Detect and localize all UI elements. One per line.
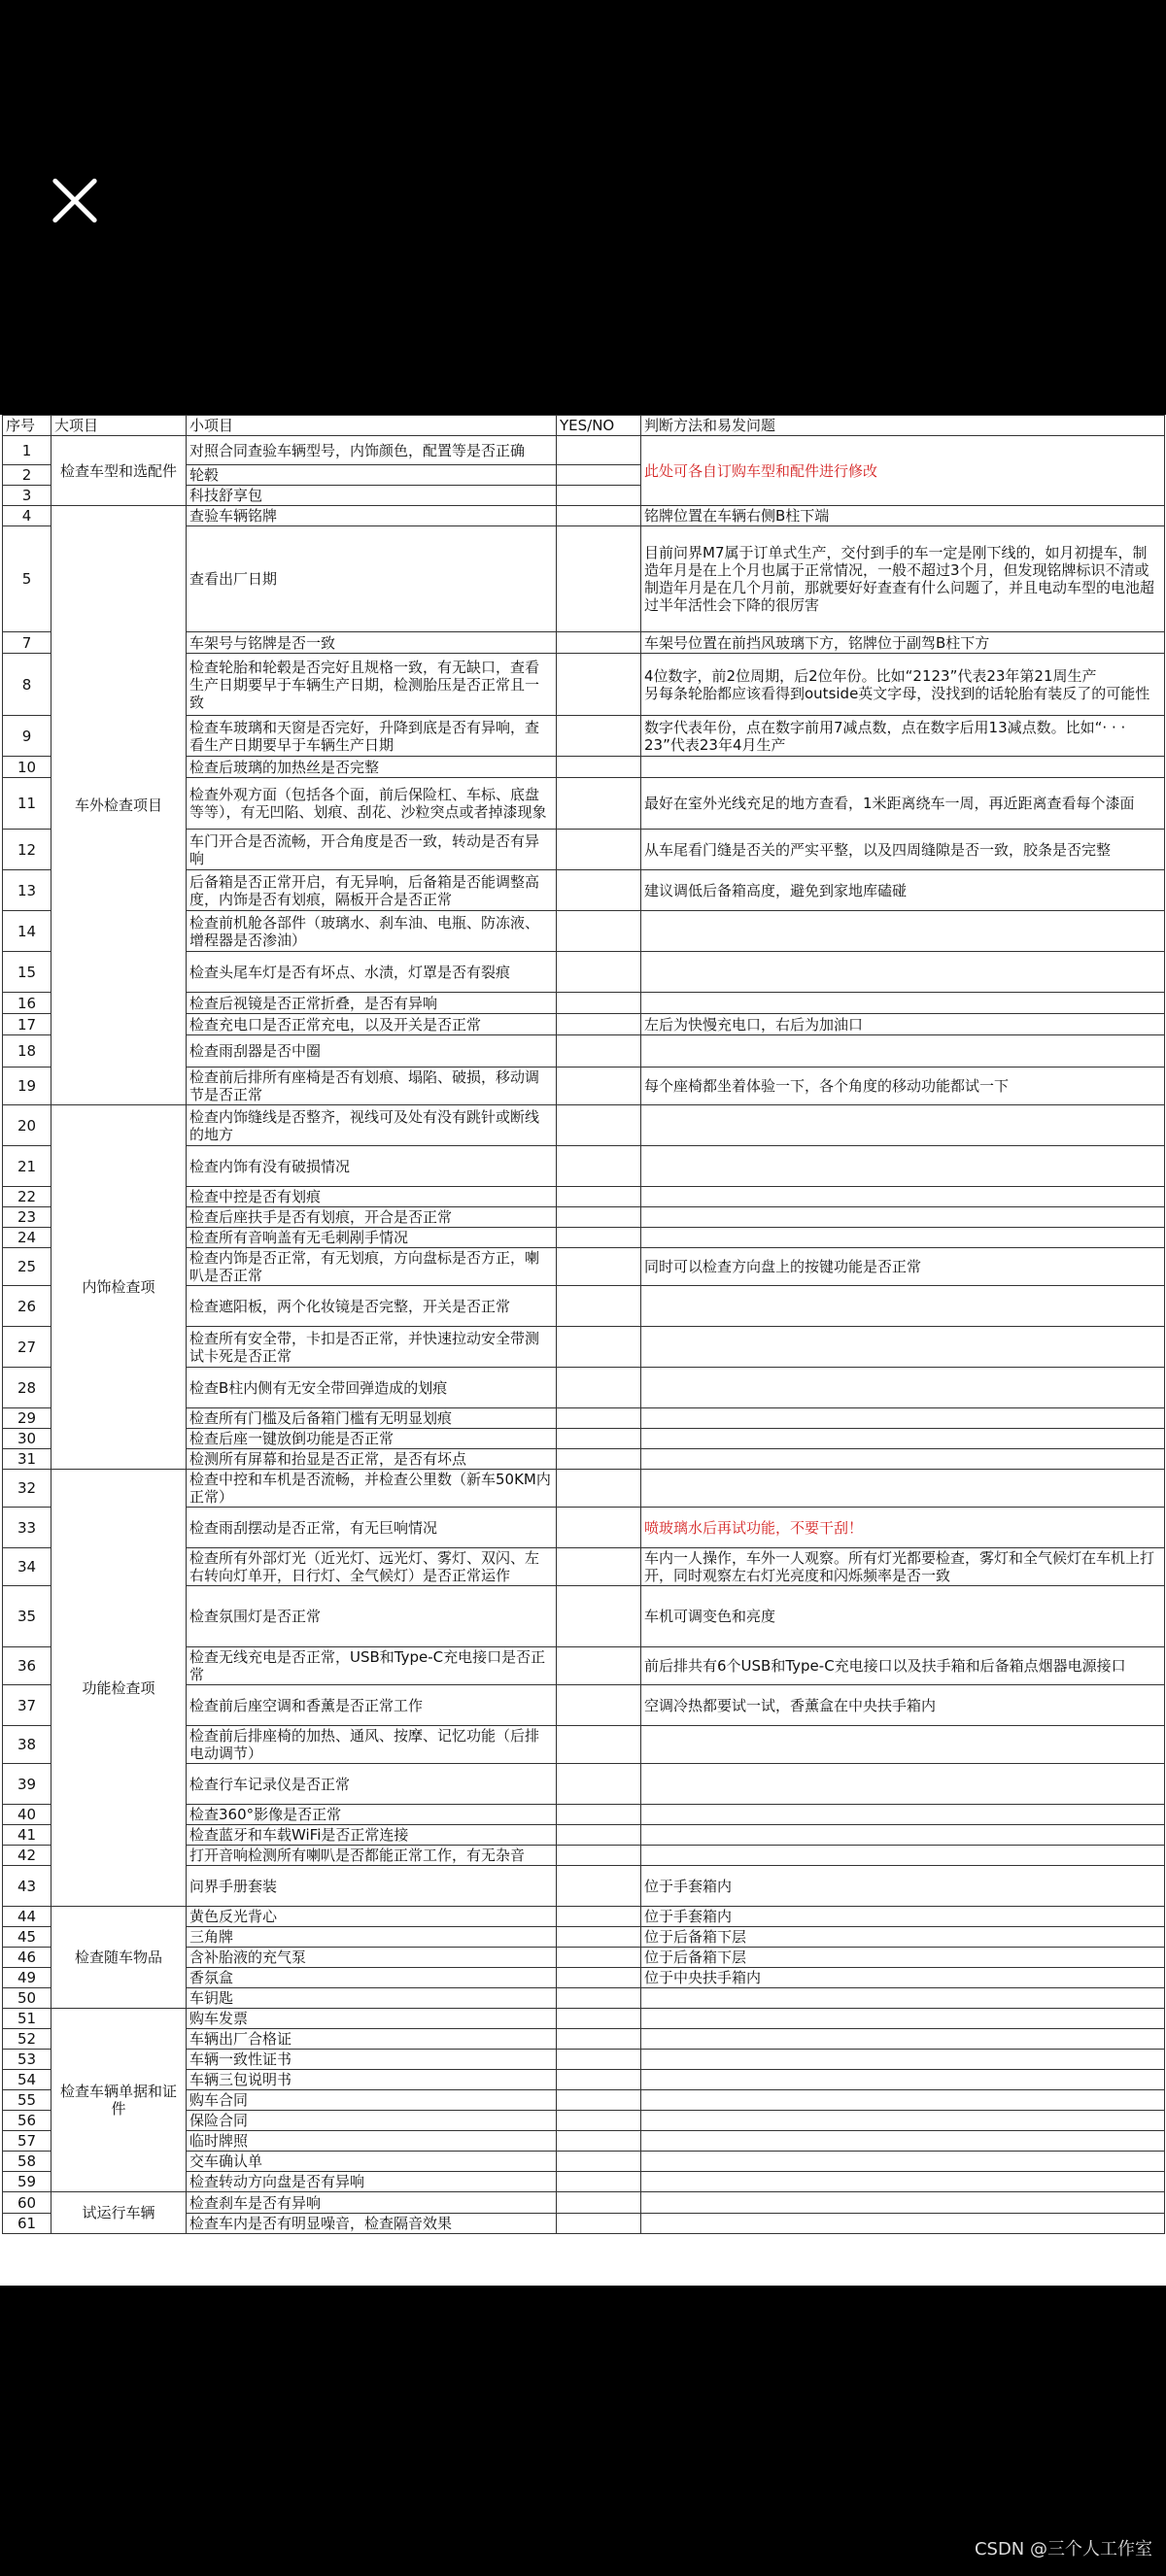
- row-number: 28: [3, 1368, 51, 1408]
- method-note-cell: [641, 1408, 1165, 1429]
- header-category: 大项目: [51, 416, 187, 436]
- yes-no-cell[interactable]: [557, 1248, 641, 1286]
- method-note-cell: 4位数字，前2位周期，后2位年份。比如“2123”代表23年第21周生产 另每条轮胎都应该看得到outside英文字母，没找到的话轮胎有装反了的可能性: [641, 654, 1165, 716]
- yes-no-cell[interactable]: [557, 1968, 641, 1988]
- item-cell: 检测所有屏幕和抬显是否正常，是否有坏点: [187, 1449, 557, 1470]
- item-cell: 检查前机舱各部件（玻璃水、刹车油、电瓶、防冻液、增程器是否渗油）: [187, 911, 557, 952]
- item-cell: 检查所有安全带，卡扣是否正常，并快速拉动安全带测试卡死是否正常: [187, 1327, 557, 1368]
- row-number: 37: [3, 1685, 51, 1726]
- item-cell: 对照合同查验车辆型号，内饰颜色，配置等是否正确: [187, 436, 557, 465]
- row-number: 29: [3, 1408, 51, 1429]
- method-note-cell: [641, 2050, 1165, 2070]
- yes-no-cell[interactable]: [557, 1327, 641, 1368]
- item-cell: 检查B柱内侧有无安全带回弹造成的划痕: [187, 1368, 557, 1408]
- yes-no-cell[interactable]: [557, 1187, 641, 1207]
- item-cell: 打开音响检测所有喇叭是否都能正常工作，有无杂音: [187, 1846, 557, 1866]
- method-note-cell: [641, 1187, 1165, 1207]
- yes-no-cell[interactable]: [557, 911, 641, 952]
- yes-no-cell[interactable]: [557, 2009, 641, 2029]
- item-cell: 科技舒享包: [187, 486, 557, 506]
- yes-no-cell[interactable]: [557, 526, 641, 632]
- row-number: 36: [3, 1647, 51, 1685]
- yes-no-cell[interactable]: [557, 1764, 641, 1805]
- row-number: 34: [3, 1548, 51, 1586]
- yes-no-cell[interactable]: [557, 1035, 641, 1068]
- item-cell: 检查遮阳板，两个化妆镜是否完整，开关是否正常: [187, 1286, 557, 1327]
- method-note-cell: 位于中央扶手箱内: [641, 1968, 1165, 1988]
- row-number: 54: [3, 2070, 51, 2090]
- method-note-cell: 空调冷热都要试一试，香薰盒在中央扶手箱内: [641, 1685, 1165, 1726]
- table-row: [3, 1470, 1165, 1508]
- yes-no-cell[interactable]: [557, 654, 641, 716]
- row-number: 61: [3, 2214, 51, 2234]
- row-number: 44: [3, 1907, 51, 1927]
- method-note-cell: [641, 911, 1165, 952]
- item-cell: 交车确认单: [187, 2152, 557, 2172]
- row-number: 35: [3, 1586, 51, 1647]
- method-note-cell: 左后为快慢充电口，右后为加油口: [641, 1014, 1165, 1035]
- yes-no-cell[interactable]: [557, 830, 641, 870]
- row-number: 56: [3, 2111, 51, 2131]
- yes-no-cell[interactable]: [557, 1988, 641, 2009]
- category-cell: 检查车辆单据和证件: [51, 2009, 187, 2192]
- item-cell: 三角牌: [187, 1927, 557, 1948]
- row-number: 45: [3, 1927, 51, 1948]
- yes-no-cell[interactable]: [557, 1286, 641, 1327]
- method-note-cell: [641, 1846, 1165, 1866]
- method-note-cell: [641, 1105, 1165, 1146]
- row-number: 27: [3, 1327, 51, 1368]
- header-yes-no: YES/NO: [557, 416, 641, 436]
- yes-no-cell[interactable]: [557, 486, 641, 506]
- item-cell: 检查360°影像是否正常: [187, 1805, 557, 1825]
- item-cell: 后备箱是否正常开启，有无异响，后备箱是否能调整高度，内饰是否有划痕，隔板开合是否正常: [187, 870, 557, 911]
- row-number: 52: [3, 2029, 51, 2050]
- item-cell: 检查外观方面（包括各个面，前后保险杠、车标、底盘等等），有无凹陷、划痕、刮花、沙粒突点或者掉漆现象: [187, 778, 557, 830]
- item-cell: 检查内饰有没有破损情况: [187, 1146, 557, 1187]
- yes-no-cell[interactable]: [557, 1408, 641, 1429]
- item-cell: 检查所有门槛及后备箱门槛有无明显划痕: [187, 1408, 557, 1429]
- method-note-cell: 从车尾看门缝是否关的严实平整，以及四周缝隙是否一致，胶条是否完整: [641, 830, 1165, 870]
- yes-no-cell[interactable]: [557, 2214, 641, 2234]
- row-number: 60: [3, 2192, 51, 2214]
- row-number: 57: [3, 2131, 51, 2152]
- yes-no-cell[interactable]: [557, 1508, 641, 1548]
- table-row: [3, 2009, 1165, 2029]
- yes-no-cell[interactable]: [557, 1014, 641, 1035]
- yes-no-cell[interactable]: [557, 1146, 641, 1187]
- method-note-cell: [641, 1327, 1165, 1368]
- row-number: 33: [3, 1508, 51, 1548]
- item-cell: 查看出厂日期: [187, 526, 557, 632]
- method-note-cell: 铭牌位置在车辆右侧B柱下端: [641, 506, 1165, 526]
- row-number: 30: [3, 1429, 51, 1449]
- method-note-cell: [641, 2090, 1165, 2111]
- item-cell: 检查行车记录仪是否正常: [187, 1764, 557, 1805]
- row-number: 26: [3, 1286, 51, 1327]
- method-note-cell: [641, 1470, 1165, 1508]
- yes-no-cell[interactable]: [557, 632, 641, 654]
- table-row: [3, 2192, 1165, 2214]
- item-cell: 检查刹车是否有异响: [187, 2192, 557, 2214]
- item-cell: 车辆一致性证书: [187, 2050, 557, 2070]
- method-note-cell: 目前问界M7属于订单式生产，交付到手的车一定是刚下线的，如月初提车，制造年月是在上个月也属于正常情况，一般不超过3个月，但发现铭牌标识不清或制造年月是在几个月前，那就要好好查查有什么问题了，并且电动车型的电池超过半年活性会下降的很厉害: [641, 526, 1165, 632]
- item-cell: 检查车玻璃和天窗是否完好，升降到底是否有异响，查看生产日期要早于车辆生产日期: [187, 716, 557, 757]
- table-row: [3, 436, 1165, 465]
- category-cell: 检查随车物品: [51, 1907, 187, 2009]
- row-number: 4: [3, 506, 51, 526]
- row-number: 24: [3, 1228, 51, 1248]
- method-note-cell: 车内一人操作，车外一人观察。所有灯光都要检查，雾灯和全气候灯在车机上打开，同时观察左右灯光亮度和闪烁频率是否一致: [641, 1548, 1165, 1586]
- method-note-cell: [641, 1228, 1165, 1248]
- item-cell: 保险合同: [187, 2111, 557, 2131]
- method-note-cell: 喷玻璃水后再试功能，不要干刮！: [641, 1508, 1165, 1548]
- yes-no-cell[interactable]: [557, 1368, 641, 1408]
- yes-no-cell[interactable]: [557, 1726, 641, 1764]
- yes-no-cell[interactable]: [557, 1105, 641, 1146]
- yes-no-cell[interactable]: [557, 2192, 641, 2214]
- item-cell: 黄色反光背心: [187, 1907, 557, 1927]
- item-cell: 检查后座扶手是否有划痕，开合是否正常: [187, 1207, 557, 1228]
- yes-no-cell[interactable]: [557, 1948, 641, 1968]
- item-cell: 购车发票: [187, 2009, 557, 2029]
- item-cell: 临时牌照: [187, 2131, 557, 2152]
- item-cell: 检查蓝牙和车载WiFi是否正常连接: [187, 1825, 557, 1846]
- row-number: 31: [3, 1449, 51, 1470]
- yes-no-cell[interactable]: [557, 1907, 641, 1927]
- row-number: 39: [3, 1764, 51, 1805]
- item-cell: 检查充电口是否正常充电，以及开关是否正常: [187, 1014, 557, 1035]
- method-note-cell: 位于手套箱内: [641, 1866, 1165, 1907]
- row-number: 46: [3, 1948, 51, 1968]
- yes-no-cell[interactable]: [557, 1586, 641, 1647]
- item-cell: 检查无线充电是否正常，USB和Type-C充电接口是否正常: [187, 1647, 557, 1685]
- method-note-cell: 位于后备箱下层: [641, 1948, 1165, 1968]
- checklist-sheet: [0, 415, 1166, 2286]
- yes-no-cell[interactable]: [557, 436, 641, 465]
- method-note-cell: [641, 1146, 1165, 1187]
- item-cell: 轮毂: [187, 465, 557, 486]
- row-number: 12: [3, 830, 51, 870]
- row-number: 17: [3, 1014, 51, 1035]
- yes-no-cell[interactable]: [557, 757, 641, 778]
- method-note-cell: [641, 757, 1165, 778]
- item-cell: 检查前后排所有座椅是否有划痕、塌陷、破损，移动调节是否正常: [187, 1068, 557, 1105]
- method-note-cell: [641, 1449, 1165, 1470]
- yes-no-cell[interactable]: [557, 716, 641, 757]
- row-number: 18: [3, 1035, 51, 1068]
- row-number: 25: [3, 1248, 51, 1286]
- row-number: 15: [3, 952, 51, 993]
- row-number: 53: [3, 2050, 51, 2070]
- item-cell: 检查头尾车灯是否有坏点、水渍，灯罩是否有裂痕: [187, 952, 557, 993]
- row-number: 9: [3, 716, 51, 757]
- row-number: 3: [3, 486, 51, 506]
- yes-no-cell[interactable]: [557, 2070, 641, 2090]
- yes-no-cell[interactable]: [557, 1207, 641, 1228]
- method-note-cell: 每个座椅都坐着体验一下，各个角度的移动功能都试一下: [641, 1068, 1165, 1105]
- item-cell: 检查后座一键放倒功能是否正常: [187, 1429, 557, 1449]
- method-note-cell: [641, 2172, 1165, 2192]
- row-number: 38: [3, 1726, 51, 1764]
- row-number: 20: [3, 1105, 51, 1146]
- row-number: 32: [3, 1470, 51, 1508]
- yes-no-cell[interactable]: [557, 1647, 641, 1685]
- item-cell: 检查雨刮器是否中圈: [187, 1035, 557, 1068]
- method-note-cell: [641, 1429, 1165, 1449]
- item-cell: 检查内饰缝线是否整齐，视线可及处有没有跳针或断线的地方: [187, 1105, 557, 1146]
- row-number: 22: [3, 1187, 51, 1207]
- item-cell: 检查车内是否有明显噪音，检查隔音效果: [187, 2214, 557, 2234]
- item-cell: 车架号与铭牌是否一致: [187, 632, 557, 654]
- yes-no-cell[interactable]: [557, 2090, 641, 2111]
- method-note-cell: 位于后备箱下层: [641, 1927, 1165, 1948]
- item-cell: 检查雨刮摆动是否正常，有无巨响情况: [187, 1508, 557, 1548]
- yes-no-cell[interactable]: [557, 2172, 641, 2192]
- category-cell: 功能检查项: [51, 1470, 187, 1907]
- yes-no-cell[interactable]: [557, 1068, 641, 1105]
- method-note-cell: 建议调低后备箱高度，避免到家地库磕碰: [641, 870, 1165, 911]
- item-cell: 问界手册套装: [187, 1866, 557, 1907]
- method-note-cell: [641, 1825, 1165, 1846]
- method-note-cell: [641, 1368, 1165, 1408]
- method-note-cell: [641, 1726, 1165, 1764]
- yes-no-cell[interactable]: [557, 1685, 641, 1726]
- row-number: 21: [3, 1146, 51, 1187]
- method-note-cell: [641, 2009, 1165, 2029]
- yes-no-cell[interactable]: [557, 1927, 641, 1948]
- item-cell: 车辆出厂合格证: [187, 2029, 557, 2050]
- method-note-cell: [641, 1764, 1165, 1805]
- yes-no-cell[interactable]: [557, 2050, 641, 2070]
- item-cell: 检查内饰是否正常，有无划痕，方向盘标是否方正，喇叭是否正常: [187, 1248, 557, 1286]
- method-note-cell: [641, 1207, 1165, 1228]
- row-number: 10: [3, 757, 51, 778]
- inspection-table: [2, 415, 1165, 2234]
- header-method: 判断方法和易发问题: [641, 416, 1165, 436]
- row-number: 11: [3, 778, 51, 830]
- method-note-cell: 同时可以检查方向盘上的按键功能是否正常: [641, 1248, 1165, 1286]
- table-row: [3, 506, 1165, 526]
- row-number: 51: [3, 2009, 51, 2029]
- method-note-cell: [641, 1286, 1165, 1327]
- item-cell: 香氛盒: [187, 1968, 557, 1988]
- method-note-cell: 前后排共有6个USB和Type-C充电接口以及扶手箱和后备箱点烟器电源接口: [641, 1647, 1165, 1685]
- method-note-cell: 车机可调变色和亮度: [641, 1586, 1165, 1647]
- yes-no-cell[interactable]: [557, 2111, 641, 2131]
- yes-no-cell[interactable]: [557, 1548, 641, 1586]
- method-note-cell: 最好在室外光线充足的地方查看，1米距离绕车一周，再近距离查看每个漆面: [641, 778, 1165, 830]
- yes-no-cell[interactable]: [557, 778, 641, 830]
- item-cell: 车钥匙: [187, 1988, 557, 2009]
- yes-no-cell[interactable]: [557, 993, 641, 1014]
- merged-note-cell: 此处可各自订购车型和配件进行修改: [641, 436, 1165, 506]
- method-note-cell: 车架号位置在前挡风玻璃下方，铭牌位于副驾B柱下方: [641, 632, 1165, 654]
- item-cell: 购车合同: [187, 2090, 557, 2111]
- method-note-cell: [641, 2192, 1165, 2214]
- row-number: 19: [3, 1068, 51, 1105]
- method-note-cell: 位于手套箱内: [641, 1907, 1165, 1927]
- row-number: 50: [3, 1988, 51, 2009]
- yes-no-cell[interactable]: [557, 1429, 641, 1449]
- row-number: 49: [3, 1968, 51, 1988]
- method-note-cell: [641, 2070, 1165, 2090]
- category-cell: 检查车型和选配件: [51, 436, 187, 506]
- yes-no-cell[interactable]: [557, 465, 641, 486]
- row-number: 59: [3, 2172, 51, 2192]
- item-cell: 检查氛围灯是否正常: [187, 1586, 557, 1647]
- category-cell: 内饰检查项: [51, 1105, 187, 1470]
- yes-no-cell[interactable]: [557, 1825, 641, 1846]
- row-number: 42: [3, 1846, 51, 1866]
- method-note-cell: [641, 2029, 1165, 2050]
- row-number: 5: [3, 526, 51, 632]
- yes-no-cell[interactable]: [557, 870, 641, 911]
- watermark: CSDN @三个人工作室: [974, 2539, 1152, 2559]
- yes-no-cell[interactable]: [557, 506, 641, 526]
- item-cell: 检查后视镜是否正常折叠，是否有异响: [187, 993, 557, 1014]
- row-number: 8: [3, 654, 51, 716]
- row-number: 13: [3, 870, 51, 911]
- yes-no-cell[interactable]: [557, 2152, 641, 2172]
- method-note-cell: [641, 1805, 1165, 1825]
- method-note-cell: [641, 2111, 1165, 2131]
- header-item: 小项目: [187, 416, 557, 436]
- table-header-row: [3, 416, 1165, 436]
- row-number: 7: [3, 632, 51, 654]
- yes-no-cell[interactable]: [557, 1866, 641, 1907]
- method-note-cell: [641, 2152, 1165, 2172]
- item-cell: 检查所有音响盖有无毛刺剐手情况: [187, 1228, 557, 1248]
- yes-no-cell[interactable]: [557, 1805, 641, 1825]
- method-note-cell: [641, 993, 1165, 1014]
- row-number: 16: [3, 993, 51, 1014]
- category-cell: 车外检查项目: [51, 506, 187, 1105]
- method-note-cell: 数字代表年份，点在数字前用7减点数，点在数字后用13减点数。比如“· · · 23”代表23年4月生产: [641, 716, 1165, 757]
- row-number: 55: [3, 2090, 51, 2111]
- method-note-cell: [641, 1035, 1165, 1068]
- category-cell: 试运行车辆: [51, 2192, 187, 2234]
- item-cell: 检查所有外部灯光（近光灯、远光灯、雾灯、双闪、左右转向灯单开，日行灯、全气候灯）是否正常运作: [187, 1548, 557, 1586]
- row-number: 2: [3, 465, 51, 486]
- row-number: 1: [3, 436, 51, 465]
- item-cell: 检查前后座空调和香薰是否正常工作: [187, 1685, 557, 1726]
- method-note-cell: [641, 2131, 1165, 2152]
- item-cell: 检查后玻璃的加热丝是否完整: [187, 757, 557, 778]
- row-number: 14: [3, 911, 51, 952]
- row-number: 43: [3, 1866, 51, 1907]
- row-number: 40: [3, 1805, 51, 1825]
- yes-no-cell[interactable]: [557, 2131, 641, 2152]
- item-cell: 检查转动方向盘是否有异响: [187, 2172, 557, 2192]
- row-number: 58: [3, 2152, 51, 2172]
- method-note-cell: [641, 1988, 1165, 2009]
- item-cell: 含补胎液的充气泵: [187, 1948, 557, 1968]
- yes-no-cell[interactable]: [557, 1228, 641, 1248]
- yes-no-cell[interactable]: [557, 1846, 641, 1866]
- item-cell: 车辆三包说明书: [187, 2070, 557, 2090]
- row-number: 41: [3, 1825, 51, 1846]
- yes-no-cell[interactable]: [557, 2029, 641, 2050]
- yes-no-cell[interactable]: [557, 952, 641, 993]
- table-row: [3, 1907, 1165, 1927]
- row-number: 23: [3, 1207, 51, 1228]
- yes-no-cell[interactable]: [557, 1470, 641, 1508]
- header-no: 序号: [3, 416, 51, 436]
- item-cell: 检查中控和车机是否流畅，并检查公里数（新车50KM内正常）: [187, 1470, 557, 1508]
- method-note-cell: [641, 2214, 1165, 2234]
- item-cell: 检查前后排座椅的加热、通风、按摩、记忆功能（后排电动调节）: [187, 1726, 557, 1764]
- table-row: [3, 1105, 1165, 1146]
- item-cell: 车门开合是否流畅，开合角度是否一致，转动是否有异响: [187, 830, 557, 870]
- yes-no-cell[interactable]: [557, 1449, 641, 1470]
- item-cell: 检查中控是否有划痕: [187, 1187, 557, 1207]
- method-note-cell: [641, 952, 1165, 993]
- item-cell: 查验车辆铭牌: [187, 506, 557, 526]
- item-cell: 检查轮胎和轮毂是否完好且规格一致，有无缺口，查看生产日期要早于车辆生产日期，检测胎压是否正常且一致: [187, 654, 557, 716]
- close-icon[interactable]: [51, 177, 99, 225]
